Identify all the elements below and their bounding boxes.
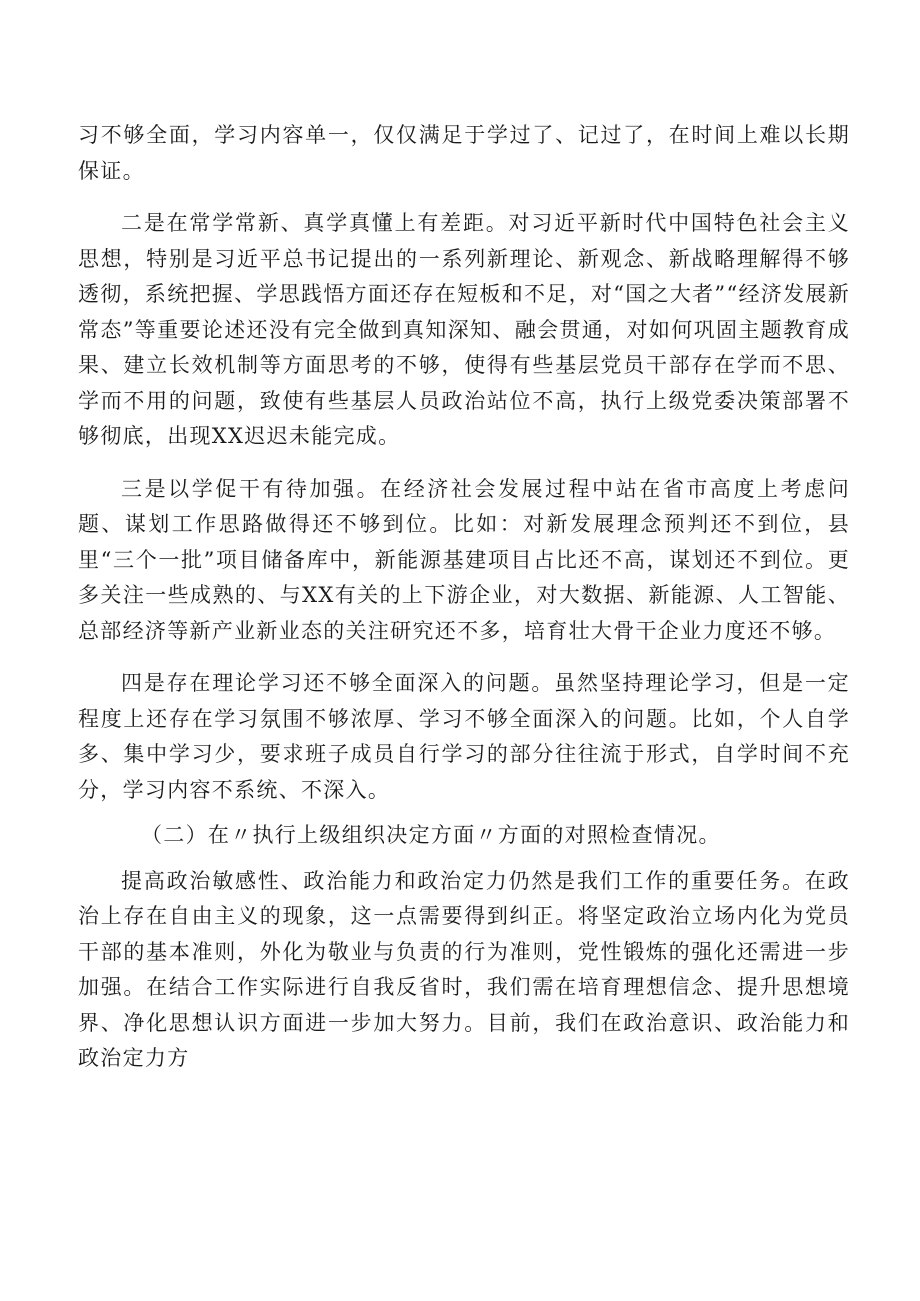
paragraph-point-four: 四是存在理论学习还不够全面深入的问题。虽然坚持理论学习，但是一定程度上还存在学习氛围不够浓厚、学习不够全面深入的问题。比如，个人自学多、集中学习少，要求班子成员自行学习的部分往往流于形式，自学时间不充分，学习内容不系统、不深入。 [78, 671, 850, 802]
paragraph-political: 提高政治敏感性、政治能力和政治定力仍然是我们工作的重要任务。在政治上存在自由主义的现象，这一点需要得到纠正。将坚定政治立场内化为党员干部的基本准则，外化为敬业与负责的行为准则，党性锻炼的强化还需进一步加强。在结合工作实际进行自我反省时，我们需在培育理想信念、提升思想境界、净化思想认识方面进一步加大努力。目前，我们在政治意识、政治能力和政治定力方 [78, 868, 850, 1070]
section-heading: （二）在〃执行上级组织决定方面〃方面的对照检查情况。 [141, 823, 721, 847]
paragraph-point-three: 三是以学促干有待加强。在经济社会发展过程中站在省市高度上考虑问题、谋划工作思路做得还不够到位。比如：对新发展理念预判还不到位，县里“三个一批”项目储备库中，新能源基建项目占比还不高，谋划还不到位。更多关注一些成熟的、与XX有关的上下游企业，对大数据、新能源、人工智能、总部经济等新产业新业态的关注研究还不多，培育壮大骨干企业力度还不够。 [78, 476, 850, 643]
paragraph-point-two: 二是在常学常新、真学真懂上有差距。对习近平新时代中国特色社会主义思想，特别是习近平总书记提出的一系列新理论、新观念、新战略理解得不够透彻，系统把握、学思践悟方面还存在短板和不足，对“国之大者”“经济发展新常态”等重要论述还没有完全做到真知深知、融会贯通，对如何巩固主题教育成果、建立长效机制等方面思考的不够，使得有些基层党员干部存在学而不思、学而不用的问题，致使有些基层人员政治站位不高，执行上级党委决策部署不够彻底，出现XX迟迟未能完成。 [78, 211, 851, 448]
paragraph-continuation: 习不够全面，学习内容单一，仅仅满足于学过了、记过了，在时间上难以长期保证。 [78, 123, 850, 183]
